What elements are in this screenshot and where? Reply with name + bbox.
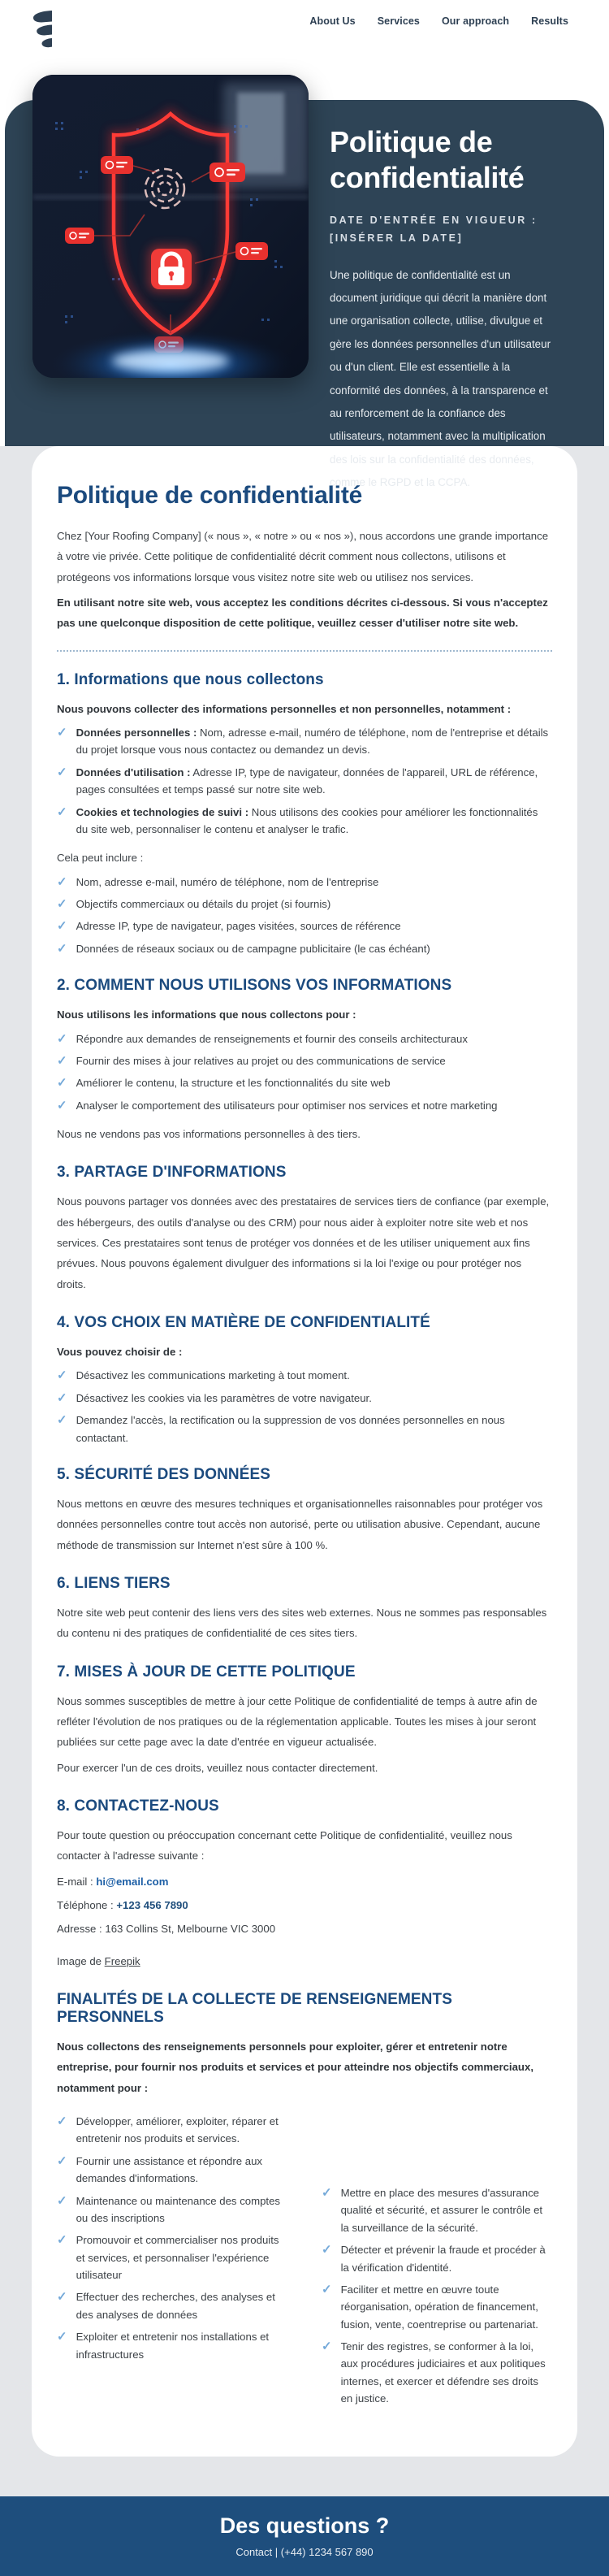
checklist bbox=[57, 724, 552, 838]
section-2-lead: Nous utilisons les informations que nous collectons pour : bbox=[57, 1008, 356, 1021]
check-icon: ✓ bbox=[57, 2290, 67, 2305]
section-6-heading: 6. LIENS TIERS bbox=[57, 1574, 171, 1592]
section-5-heading: 5. SÉCURITÉ DES DONNÉES bbox=[57, 1465, 271, 1483]
contact-address-line bbox=[57, 1919, 552, 1939]
footer-contact-line bbox=[235, 2546, 373, 2558]
section-3-body: Nous pouvons partager vos données avec des prestataires de services tiers de confiance (par exemple, des hébergeurs, des outils d'analyse ou des CRM) pour nous aider à exploiter notre site web et nos services. Ces prestataires sont tenus de protéger vos données et de les utiliser uniquement aux fins prévues. Nous pouvons également divulguer des informations si la loi l'exige ou pour protéger nos droits. bbox=[57, 1195, 550, 1290]
image-credit bbox=[57, 1951, 552, 1971]
hero-description: Une politique de confidentialité est un document juridique qui décrit la manière dont une organisation collecte, utilise, divulgue et gère les données personnelles d'un utilisateur ou d'un client. Elle est essentielle à la conformité des données, à la transparence et au renforcement de la confiance des utilisateurs, notamment avec la multiplication des lois sur la confidentialité des données, comme le RGPD et la CCPA. bbox=[330, 268, 551, 489]
check-icon: ✓ bbox=[57, 2330, 67, 2344]
checklist-item: ✓ Développer, améliorer, exploiter, réparer et entretenir nos produits et services. bbox=[57, 2114, 279, 2145]
intro-bold-paragraph: En utilisant notre site web, vous acceptez les conditions décrites ci-dessous. Si vous n'acceptez pas une quelconque disposition de cette politique, veuillez cesser d'utiliser notre site web. bbox=[57, 596, 548, 630]
section-3 bbox=[57, 1164, 552, 1295]
section-7-heading: 7. MISES À JOUR DE CETTE POLITIQUE bbox=[57, 1663, 356, 1680]
checklist-item: ✓ Cookies et technologies de suivi : Nous utilisons des cookies pour améliorer les fonctionnalités du site web, personnaliser le contenu et analyser le trafic. bbox=[57, 804, 538, 835]
nav-our-approach[interactable]: Our approach bbox=[441, 15, 510, 27]
checklist-item: ✓ Désactivez les communications marketing à tout moment. bbox=[57, 1368, 350, 1383]
section-7-body: Nous sommes susceptibles de mettre à jour cette Politique de confidentialité de temps à autre afin de refléter l'évolution de nos pratiques ou de la réglementation applicable. Toutes les mises à jour seront publiées sur cette page avec la date d'entrée en vigueur actualisée. bbox=[57, 1694, 538, 1749]
section-5-body: Nous mettons en œuvre des mesures techniques et organisationnelles raisonnables pour protéger vos données personnelles contre tout accès non autorisé, perte ou utilisation abusive. Cependant, aucune méthode de transmission sur Internet n'est sûre à 100 %. bbox=[57, 1497, 543, 1551]
section-1-heading: 1. Informations que nous collectons bbox=[57, 670, 324, 688]
hero-title: Politique de confidentialité bbox=[330, 125, 525, 194]
nav-results[interactable]: Results bbox=[531, 15, 568, 27]
effective-date: DATE D'ENTRÉE EN VIGUEUR : [INSÉRER LA DATE] bbox=[330, 214, 538, 244]
section-1-lead: Nous pouvons collecter des informations personnelles et non personnelles, notamment : bbox=[57, 702, 512, 715]
checklist bbox=[57, 1367, 552, 1446]
footer-separator: | bbox=[274, 2546, 279, 2559]
section-8-heading: 8. CONTACTEZ-NOUS bbox=[57, 1798, 219, 1815]
checklist-item: ✓ Détecter et prévenir la fraude et procéder à la vérification d'identité. bbox=[322, 2243, 546, 2274]
checklist-item: ✓ Données d'utilisation : Adresse IP, type de navigateur, données de l'appareil, URL de référence, pages consultées et temps passé sur notre site web. bbox=[57, 765, 538, 796]
checklist-item: ✓ Données de réseaux sociaux ou de campagne publicitaire (le cas échéant) bbox=[57, 941, 430, 956]
section-1 bbox=[57, 671, 552, 957]
footer bbox=[0, 2496, 609, 2576]
checklist-item: ✓ Désactivez les cookies via les paramètres de votre navigateur. bbox=[57, 1390, 372, 1405]
check-icon: ✓ bbox=[322, 2340, 332, 2354]
check-icon: ✓ bbox=[322, 2243, 332, 2257]
section-8-body: Pour toute question ou préoccupation concernant cette Politique de confidentialité, veuillez nous contacter à l'adresse suivante : bbox=[57, 1829, 512, 1863]
check-icon: ✓ bbox=[57, 1413, 67, 1428]
purposes-left-list bbox=[57, 2113, 287, 2413]
logo[interactable] bbox=[32, 10, 53, 52]
security-illustration bbox=[32, 75, 309, 378]
checklist-item: ✓ Faciliter et mettre en œuvre toute réorganisation, opération de financement, fusion, vente, coentreprise ou partenariat. bbox=[322, 2282, 538, 2331]
credit-prefix: Image de bbox=[57, 1954, 102, 1967]
check-icon: ✓ bbox=[57, 1031, 67, 1046]
section-7-note: Pour exercer l'un de ces droits, veuillez nous contacter directement. bbox=[57, 1761, 378, 1774]
intro-paragraph: Chez [Your Roofing Company] (« nous », « notre » ou « nos »), nous accordons une grande importance à votre vie privée. Cette politique de confidentialité décrit comment nous collectons, utilisons et protégeons vos informations lorsque vous visitez notre site web ou utilisez nos services. bbox=[57, 530, 549, 583]
card-title: Politique de confidentialité bbox=[57, 482, 363, 509]
section-purposes bbox=[57, 1991, 552, 2422]
email-label: E-mail : bbox=[57, 1875, 93, 1888]
checklist-item: ✓ Exploiter et entretenir nos installations et infrastructures bbox=[57, 2330, 270, 2361]
section-1-sublead: Cela peut inclure : bbox=[57, 852, 144, 865]
contact-email-line bbox=[57, 1871, 552, 1892]
footer-contact-link[interactable]: Contact bbox=[235, 2546, 273, 2559]
section-6-body: Notre site web peut contenir des liens vers des sites web externes. Nous ne sommes pas responsables du contenu ni des pratiques de confidentialité de ces sites tiers. bbox=[57, 1606, 547, 1640]
checklist-item: ✓ Maintenance ou maintenance des comptes ou des inscriptions bbox=[57, 2193, 281, 2224]
checklist-item: ✓ Promouvoir et commercialiser nos produits et services, et personnaliser l'expérience utilisateur bbox=[57, 2233, 279, 2282]
check-icon: ✓ bbox=[57, 2193, 67, 2208]
header bbox=[0, 0, 609, 81]
purposes-lead: Nous collectons des renseignements personnels pour exploiter, gérer et entretenir notre entreprise, pour fournir nos produits et services et pour atteindre nos objectifs commerciaux, notamment pour : bbox=[57, 2040, 533, 2094]
check-icon: ✓ bbox=[57, 1076, 67, 1091]
address-value: 163 Collins St, Melbourne VIC 3000 bbox=[105, 1923, 276, 1936]
checklist bbox=[57, 1030, 552, 1115]
address-label: Adresse : bbox=[57, 1923, 102, 1936]
check-icon: ✓ bbox=[57, 897, 67, 912]
checklist-item: ✓ Mettre en place des mesures d'assurance qualité et sécurité, et assurer le contrôle et la surveillance de la sécurité. bbox=[322, 2186, 543, 2234]
checklist-item: ✓ Données personnelles : Nom, adresse e-mail, numéro de téléphone, nom de l'entreprise et détails du projet lorsque vous nous contactez ou demandez un devis. bbox=[57, 726, 549, 757]
contact-phone-line bbox=[57, 1895, 552, 1915]
section-2 bbox=[57, 977, 552, 1144]
section-7 bbox=[57, 1663, 552, 1778]
freepik-link[interactable]: Freepik bbox=[104, 1954, 140, 1967]
check-icon: ✓ bbox=[57, 919, 67, 934]
footer-phone: (+44) 1234 567 890 bbox=[280, 2546, 374, 2559]
section-2-heading: 2. COMMENT NOUS UTILISONS VOS INFORMATIONS bbox=[57, 977, 452, 995]
phone-number: +123 456 7890 bbox=[116, 1899, 188, 1912]
check-icon: ✓ bbox=[57, 726, 67, 740]
check-icon: ✓ bbox=[57, 1098, 67, 1112]
checklist-item: ✓ Fournir des mises à jour relatives au projet ou des communications de service bbox=[57, 1053, 446, 1068]
checklist-item: ✓ Répondre aux demandes de renseignements et fournir des conseils architecturaux bbox=[57, 1031, 468, 1046]
email-link[interactable]: hi@email.com bbox=[96, 1875, 169, 1888]
section-5 bbox=[57, 1466, 552, 1555]
checklist-item: ✓ Effectuer des recherches, des analyses et des analyses de données bbox=[57, 2290, 275, 2321]
purposes-columns bbox=[57, 2110, 552, 2422]
check-icon: ✓ bbox=[57, 804, 67, 819]
check-icon: ✓ bbox=[322, 2186, 332, 2201]
check-icon: ✓ bbox=[57, 2153, 67, 2168]
section-6 bbox=[57, 1575, 552, 1644]
phone-label: Téléphone : bbox=[57, 1899, 114, 1912]
section-4-lead: Vous pouvez choisir de : bbox=[57, 1346, 183, 1359]
purposes-right-list bbox=[322, 2184, 552, 2413]
check-icon: ✓ bbox=[57, 765, 67, 779]
check-icon: ✓ bbox=[57, 1368, 67, 1383]
section-4-heading: 4. VOS CHOIX EN MATIÈRE DE CONFIDENTIALITÉ bbox=[57, 1314, 430, 1332]
check-icon: ✓ bbox=[57, 874, 67, 889]
check-icon: ✓ bbox=[57, 1053, 67, 1068]
main-content bbox=[0, 446, 609, 2496]
check-icon: ✓ bbox=[57, 2233, 67, 2248]
checklist-item: ✓ Nom, adresse e-mail, numéro de téléphone, nom de l'entreprise bbox=[57, 874, 379, 889]
checklist-item: ✓ Analyser le comportement des utilisateurs pour optimiser nos services et notre marketing bbox=[57, 1098, 498, 1112]
section-3-heading: 3. PARTAGE D'INFORMATIONS bbox=[57, 1164, 287, 1182]
section-2-note: Nous ne vendons pas vos informations personnelles à des tiers. bbox=[57, 1128, 361, 1140]
checklist-item: ✓ Tenir des registres, se conformer à la loi, aux procédures judiciaires et aux politiques internes, et exercer et défendre ses droits en justice. bbox=[322, 2340, 546, 2405]
nav-about-us[interactable]: About Us bbox=[309, 15, 356, 27]
check-icon: ✓ bbox=[57, 941, 67, 956]
checklist bbox=[57, 874, 552, 958]
purposes-heading: FINALITÉS DE LA COLLECTE DE RENSEIGNEMENTS PERSONNELS bbox=[57, 1991, 452, 2027]
check-icon: ✓ bbox=[57, 1390, 67, 1405]
checklist-item: ✓ Adresse IP, type de navigateur, pages visitées, sources de référence bbox=[57, 919, 401, 934]
main-nav bbox=[309, 10, 568, 27]
policy-card bbox=[32, 446, 577, 2457]
logo-icon bbox=[32, 37, 53, 51]
nav-services[interactable]: Services bbox=[377, 15, 420, 27]
check-icon: ✓ bbox=[322, 2282, 332, 2296]
checklist-item: ✓ Fournir une assistance et répondre aux demandes d'informations. bbox=[57, 2153, 263, 2185]
checklist-item: ✓ Demandez l'accès, la rectification ou la suppression de vos données personnelles en nous contactant. bbox=[57, 1413, 505, 1444]
footer-title: Des questions ? bbox=[219, 2513, 390, 2539]
lock-icon bbox=[148, 245, 195, 293]
checklist-item: ✓ Objectifs commerciaux ou détails du projet (si fournis) bbox=[57, 897, 331, 912]
section-8 bbox=[57, 1798, 552, 1971]
hero-image bbox=[32, 75, 309, 378]
checklist-item: ✓ Améliorer le contenu, la structure et les fonctionnalités du site web bbox=[57, 1076, 391, 1091]
check-icon: ✓ bbox=[57, 2114, 67, 2129]
section-4 bbox=[57, 1314, 552, 1446]
